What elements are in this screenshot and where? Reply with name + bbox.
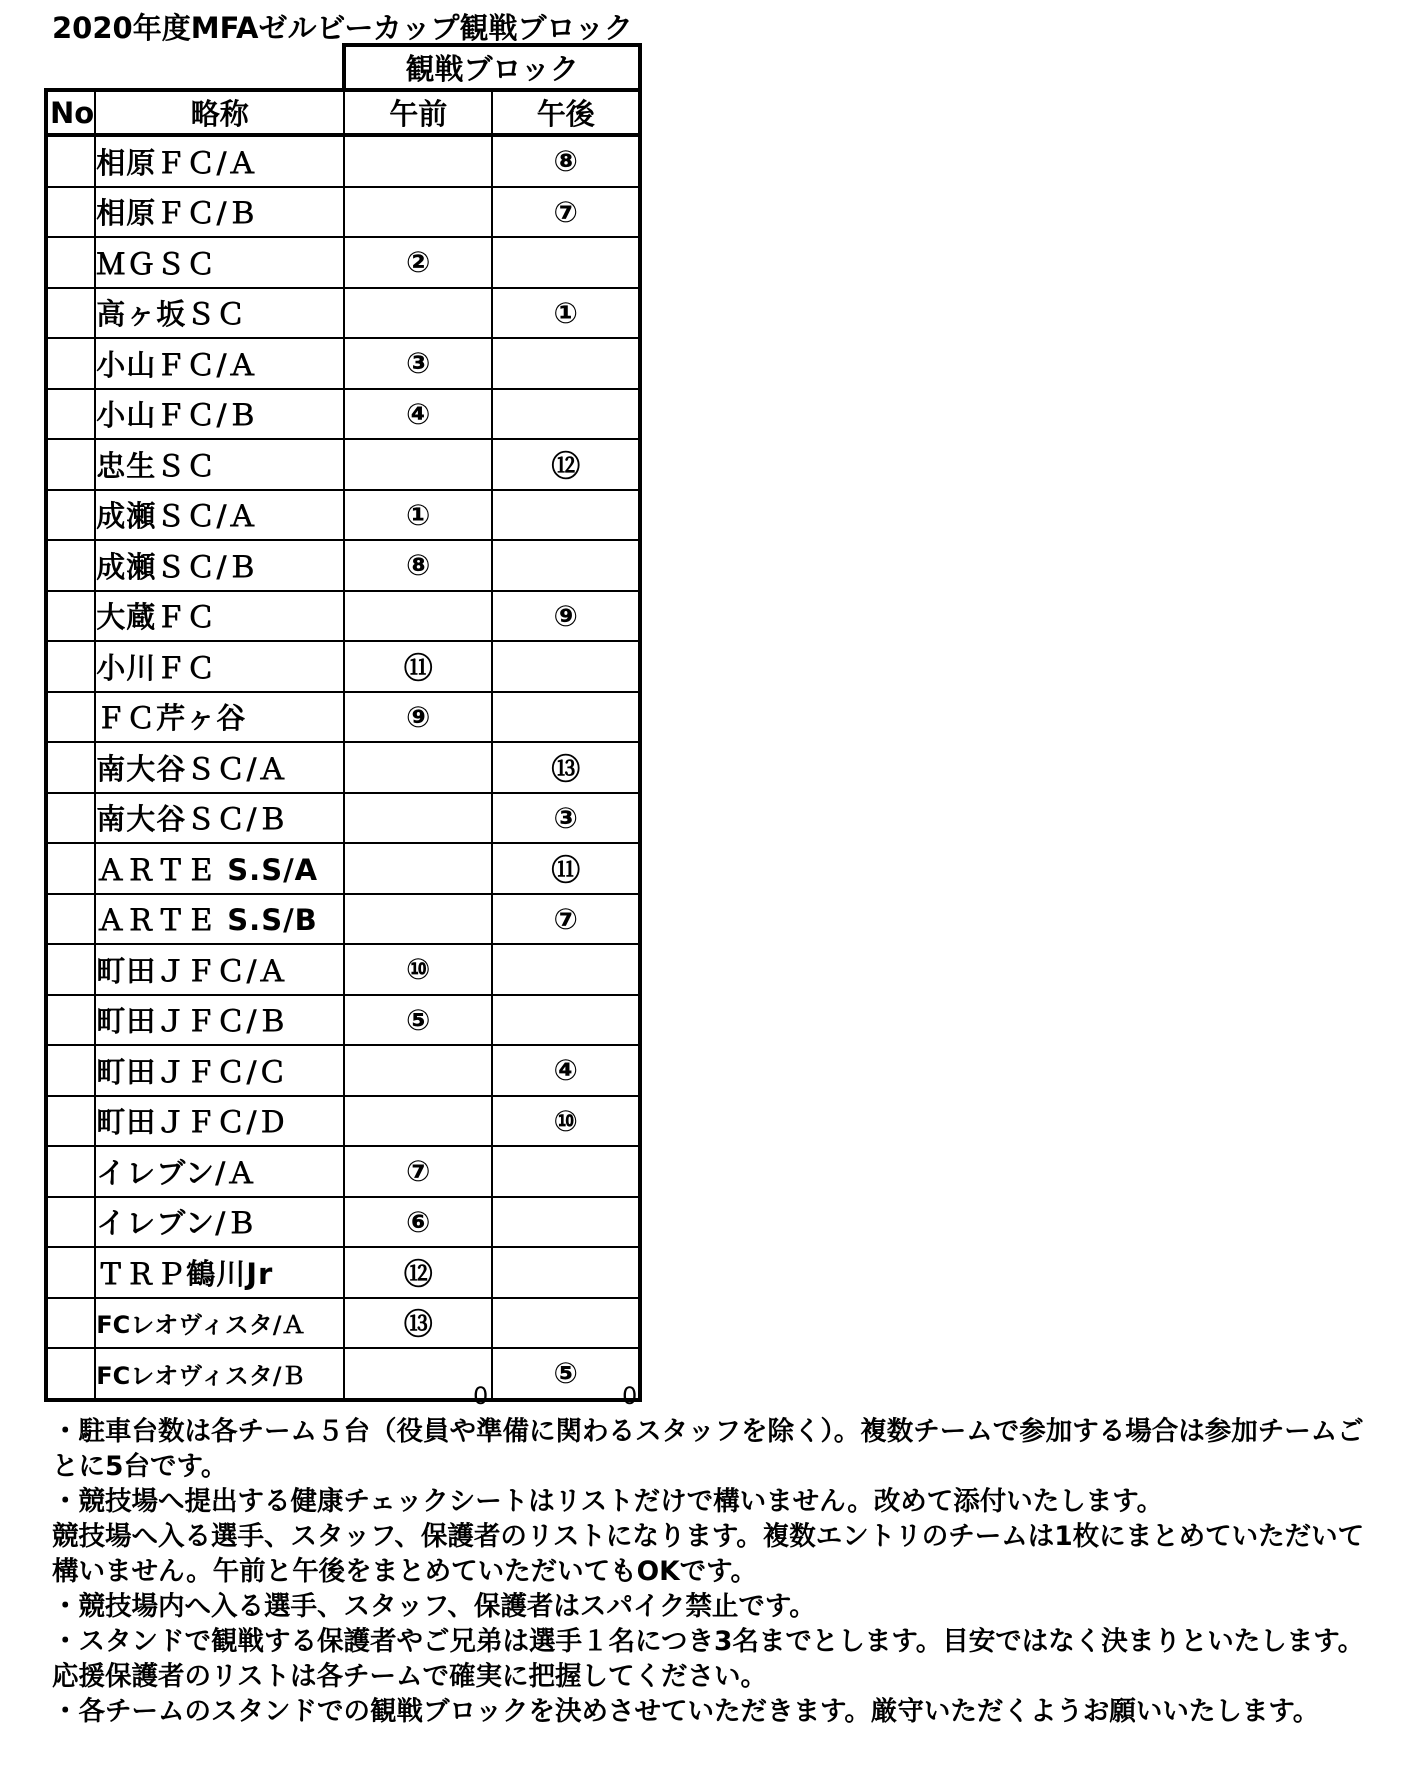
no-column-header: No xyxy=(46,90,95,135)
row-number-cell xyxy=(46,641,95,692)
table-row xyxy=(46,995,640,1046)
header-row xyxy=(46,90,640,135)
pm-block-cell: ⑪ xyxy=(492,843,640,894)
pm-block-cell xyxy=(492,237,640,288)
team-name-cell: 成瀬ＳＣ/Ａ xyxy=(95,490,344,541)
pm-block-cell: ⑤ xyxy=(492,1348,640,1400)
row-number-cell xyxy=(46,1348,95,1400)
pm-block-cell: ③ xyxy=(492,793,640,844)
team-rows xyxy=(46,135,640,1400)
table-row xyxy=(46,894,640,945)
row-number-cell xyxy=(46,1247,95,1298)
notes-section xyxy=(52,1414,1382,1729)
table-row xyxy=(46,843,640,894)
row-number-cell xyxy=(46,338,95,389)
am-block-cell: ⑦ xyxy=(344,1146,492,1197)
pm-block-cell: ⑦ xyxy=(492,187,640,238)
row-number-cell xyxy=(46,1298,95,1349)
pm-block-cell xyxy=(492,389,640,440)
am-block-cell xyxy=(344,843,492,894)
pm-block-cell: ⑧ xyxy=(492,135,640,187)
pm-block-cell xyxy=(492,995,640,1046)
row-number-cell xyxy=(46,742,95,793)
row-number-cell xyxy=(46,135,95,187)
am-block-cell: ⑫ xyxy=(344,1247,492,1298)
am-block-cell xyxy=(344,591,492,642)
team-name-cell: 南大谷ＳＣ/Ａ xyxy=(95,742,344,793)
sheet-title: 2020年度MFAゼルビーカップ観戦ブロック xyxy=(52,11,633,45)
table-row xyxy=(46,1146,640,1197)
am-block-cell: ⑪ xyxy=(344,641,492,692)
header-row-top xyxy=(46,45,640,90)
pm-block-cell xyxy=(492,692,640,743)
pm-block-cell xyxy=(492,1247,640,1298)
table-row xyxy=(46,1197,640,1248)
pm-block-cell xyxy=(492,1197,640,1248)
pm-block-cell xyxy=(492,641,640,692)
row-number-cell xyxy=(46,389,95,440)
am-block-cell: ⑤ xyxy=(344,995,492,1046)
note-health-check: ・競技場へ提出する健康チェックシートはリストだけで構いません。改めて添付いたします。 xyxy=(52,1486,1164,1517)
row-number-cell xyxy=(46,591,95,642)
pm-total: 0 xyxy=(622,1382,638,1410)
team-name-cell: ＭＧＳＣ xyxy=(95,237,344,288)
pm-block-cell xyxy=(492,1146,640,1197)
team-name-cell: イレブン/Ａ xyxy=(95,1146,344,1197)
header-blank xyxy=(46,45,95,90)
team-name-cell: ＴＲＰ鶴川Jr xyxy=(95,1247,344,1298)
pm-block-cell: ⑨ xyxy=(492,591,640,642)
pm-block-cell xyxy=(492,944,640,995)
team-name-cell: 町田ＪＦＣ/Ａ xyxy=(95,944,344,995)
am-block-cell: ④ xyxy=(344,389,492,440)
am-block-cell xyxy=(344,1348,492,1400)
am-block-cell: ⑬ xyxy=(344,1298,492,1349)
table-row xyxy=(46,389,640,440)
pm-block-cell: ⑩ xyxy=(492,1096,640,1147)
table-row xyxy=(46,1045,640,1096)
row-number-cell xyxy=(46,1146,95,1197)
table-row xyxy=(46,338,640,389)
pm-block-cell: ① xyxy=(492,288,640,339)
viewing-block-header: 観戦ブロック xyxy=(344,45,640,90)
am-block-cell: ① xyxy=(344,490,492,541)
team-name-cell: 町田ＪＦＣ/Ｃ xyxy=(95,1045,344,1096)
table-row xyxy=(46,1298,640,1349)
row-number-cell xyxy=(46,692,95,743)
row-number-cell xyxy=(46,1197,95,1248)
team-name-cell: 南大谷ＳＣ/Ｂ xyxy=(95,793,344,844)
pm-block-cell: ⑬ xyxy=(492,742,640,793)
pm-block-cell xyxy=(492,338,640,389)
am-block-cell xyxy=(344,288,492,339)
row-number-cell xyxy=(46,237,95,288)
row-number-cell xyxy=(46,894,95,945)
note-spectator-limit: ・スタンドで観戦する保護者やご兄弟は選手１名につき3名までとします。目安ではなく決まりといたします。応援保護者のリストは各チームで確実に把握してください。 xyxy=(52,1626,1365,1692)
team-name-cell: 大蔵ＦＣ xyxy=(95,591,344,642)
pm-block-cell xyxy=(492,490,640,541)
team-name-cell: 相原ＦＣ/Ａ xyxy=(95,135,344,187)
team-name-cell: 小山ＦＣ/Ｂ xyxy=(95,389,344,440)
header-blank xyxy=(95,45,344,90)
am-block-cell: ⑥ xyxy=(344,1197,492,1248)
team-name-cell: 小川ＦＣ xyxy=(95,641,344,692)
table-row xyxy=(46,187,640,238)
pm-block-cell xyxy=(492,1298,640,1349)
am-block-cell xyxy=(344,439,492,490)
am-block-cell xyxy=(344,894,492,945)
team-name-cell: 町田ＪＦＣ/Ｄ xyxy=(95,1096,344,1147)
note-viewing-block: ・各チームのスタンドでの観戦ブロックを決めさせていただきます。厳守いただくようお願いいたします。 xyxy=(52,1696,1320,1727)
table-row xyxy=(46,692,640,743)
row-number-cell xyxy=(46,187,95,238)
table-row xyxy=(46,1096,640,1147)
am-block-cell: ③ xyxy=(344,338,492,389)
am-column-header: 午前 xyxy=(344,90,492,135)
am-block-cell xyxy=(344,793,492,844)
note-parking: ・駐車台数は各チーム５台（役員や準備に関わるスタッフを除く）。複数チームで参加する場合は参加チームごとに5台です。 xyxy=(52,1416,1364,1482)
team-name-cell: 小山ＦＣ/Ａ xyxy=(95,338,344,389)
row-number-cell xyxy=(46,540,95,591)
row-number-cell xyxy=(46,793,95,844)
note-entry-list: 競技場へ入る選手、スタッフ、保護者のリストになります。複数エントリのチームは1枚にまとめていただいて構いません。午前と午後をまとめていただいてもOKです。 xyxy=(52,1521,1365,1587)
table-row xyxy=(46,288,640,339)
pm-block-cell: ⑫ xyxy=(492,439,640,490)
am-block-cell: ⑩ xyxy=(344,944,492,995)
row-number-cell xyxy=(46,490,95,541)
am-block-cell: ② xyxy=(344,237,492,288)
team-name-cell: ＡＲＴＥ S.S/B xyxy=(95,894,344,945)
pm-block-cell xyxy=(492,540,640,591)
table-row xyxy=(46,135,640,187)
name-column-header: 略称 xyxy=(95,90,344,135)
am-block-cell xyxy=(344,135,492,187)
pm-block-cell: ⑦ xyxy=(492,894,640,945)
row-number-cell xyxy=(46,439,95,490)
row-number-cell xyxy=(46,995,95,1046)
am-block-cell xyxy=(344,187,492,238)
team-name-cell: ＡＲＴＥ S.S/A xyxy=(95,843,344,894)
pm-column-header: 午後 xyxy=(492,90,640,135)
team-name-cell: ＦＣ芹ヶ谷 xyxy=(95,692,344,743)
team-name-cell: イレブン/Ｂ xyxy=(95,1197,344,1248)
table-row xyxy=(46,641,640,692)
team-name-cell: 成瀬ＳＣ/Ｂ xyxy=(95,540,344,591)
team-name-cell: FCレオヴィスタ/Ａ xyxy=(95,1298,344,1349)
table-row xyxy=(46,540,640,591)
team-name-cell: 相原ＦＣ/Ｂ xyxy=(95,187,344,238)
table-row xyxy=(46,1247,640,1298)
team-name-cell: 町田ＪＦＣ/Ｂ xyxy=(95,995,344,1046)
row-number-cell xyxy=(46,1096,95,1147)
am-block-cell xyxy=(344,1096,492,1147)
am-block-cell xyxy=(344,742,492,793)
row-number-cell xyxy=(46,843,95,894)
team-name-cell: FCレオヴィスタ/Ｂ xyxy=(95,1348,344,1400)
pm-block-cell: ④ xyxy=(492,1045,640,1096)
am-total: 0 xyxy=(473,1382,489,1410)
table-row xyxy=(46,490,640,541)
table-row xyxy=(46,439,640,490)
table-row xyxy=(46,742,640,793)
am-block-cell: ⑧ xyxy=(344,540,492,591)
team-name-cell: 忠生ＳＣ xyxy=(95,439,344,490)
row-number-cell xyxy=(46,1045,95,1096)
table-row xyxy=(46,237,640,288)
am-block-cell xyxy=(344,1045,492,1096)
row-number-cell xyxy=(46,288,95,339)
row-number-cell xyxy=(46,944,95,995)
am-block-cell: ⑨ xyxy=(344,692,492,743)
viewing-block-table xyxy=(44,43,642,1402)
table-row xyxy=(46,944,640,995)
table-row xyxy=(46,1348,640,1400)
table-row xyxy=(46,793,640,844)
table-row xyxy=(46,591,640,642)
team-name-cell: 高ヶ坂ＳＣ xyxy=(95,288,344,339)
note-spike-ban: ・競技場内へ入る選手、スタッフ、保護者はスパイク禁止です。 xyxy=(52,1591,816,1622)
